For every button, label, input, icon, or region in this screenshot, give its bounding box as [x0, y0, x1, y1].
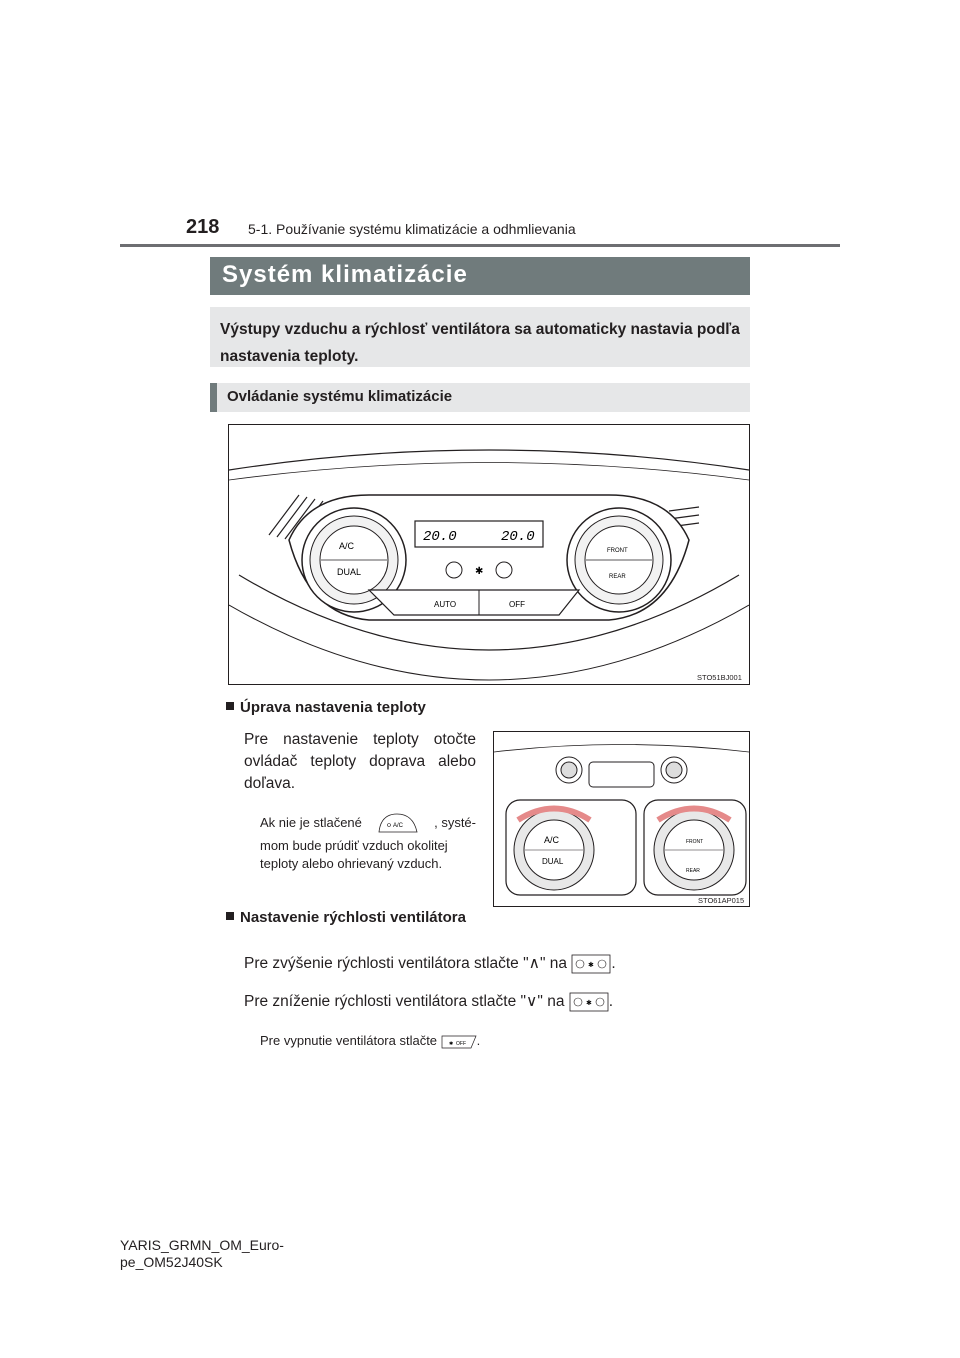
- fig1-rear-label: REAR: [609, 574, 626, 580]
- figure1-code: STO51BJ001: [697, 673, 742, 682]
- page-title: Systém klimatizácie: [222, 261, 468, 288]
- fan-heading: [226, 909, 466, 926]
- fan-heading-text: Nastavenie rýchlosti ventilátora: [240, 909, 466, 926]
- temp-note-line3: teploty alebo ohrievaný vzduch.: [260, 856, 443, 871]
- temp-heading: [226, 699, 426, 716]
- fan-speed-button-icon: [569, 992, 609, 1012]
- figure2-code: STO61AP015: [698, 896, 745, 905]
- control-panel-illustration: [229, 425, 749, 684]
- subsection-header: [210, 383, 750, 412]
- fan-increase-text: Pre zvýšenie rýchlosti ventilátora stlačte "∧" na: [244, 955, 568, 972]
- ac-button-icon: [377, 812, 419, 834]
- fig1-dual-label: DUAL: [337, 567, 362, 577]
- bullet-square-icon: [226, 912, 234, 920]
- temp-note-part1: Ak nie je stlačené: [260, 815, 362, 830]
- fan-decrease-period: .: [608, 993, 614, 1010]
- fig2-ac-label: A/C: [544, 835, 560, 845]
- fan-off-period: .: [476, 1033, 481, 1048]
- inline-off-label: OFF: [455, 1040, 466, 1047]
- bullet-square-icon: [226, 702, 234, 710]
- fan-decrease-text: Pre zníženie rýchlosti ventilátora stlačte "∨" na: [244, 993, 565, 1010]
- temp-note: [260, 812, 476, 873]
- fig2-rear-label: REAR: [686, 868, 700, 874]
- temp-note-line2: mom bude prúdiť vzduch okolitej: [260, 838, 448, 853]
- knobs-illustration: [494, 732, 749, 906]
- fan-increase-line: [244, 953, 616, 975]
- footer-line2: pe_OM52J40SK: [120, 1254, 223, 1270]
- fig1-ac-label: A/C: [339, 541, 355, 551]
- fan-decrease-line: [244, 991, 613, 1013]
- page-number: 218: [186, 216, 220, 238]
- fig1-right-temp: 20.0: [501, 529, 535, 545]
- fan-increase-period: .: [611, 955, 616, 972]
- fig2-front-label: FRONT: [686, 839, 704, 845]
- temp-heading-text: Úprava nastavenia teploty: [240, 699, 426, 716]
- svg-text:✱: ✱: [475, 566, 484, 577]
- inline-ac-label: A/C: [393, 823, 404, 829]
- intro-text: Výstupy vzduchu a rýchlosť ventilátora sa automaticky nastavia podľa nastavenia teploty.: [220, 321, 740, 365]
- off-button-icon: [441, 1034, 477, 1050]
- fig1-left-temp: 20.0: [423, 529, 457, 545]
- svg-text:✱: ✱: [448, 1040, 453, 1047]
- section-header: 5-1. Používanie systému klimatizácie a odhmlievania: [248, 221, 576, 237]
- intro-box: [210, 307, 750, 367]
- fig1-auto-label: AUTO: [434, 600, 457, 609]
- svg-text:✱: ✱: [588, 960, 595, 969]
- fan-speed-button-icon: [571, 954, 611, 974]
- knobs-figure: [493, 731, 750, 907]
- subsection-title: Ovládanie systému klimatizácie: [227, 388, 453, 405]
- temp-note-part2: , systé-: [434, 815, 476, 830]
- svg-text:✱: ✱: [585, 998, 592, 1007]
- footer-doc-id: [120, 1237, 284, 1271]
- subsection-accent: [210, 383, 217, 412]
- control-panel-figure: [228, 424, 750, 685]
- fan-off-line: [260, 1032, 480, 1050]
- temp-instruction: Pre nastavenie teploty otočte ovládač teploty doprava alebo doľava.: [244, 731, 476, 792]
- fig2-dual-label: DUAL: [542, 857, 564, 866]
- footer-line1: YARIS_GRMN_OM_Euro-: [120, 1237, 284, 1253]
- fig1-off-label: OFF: [509, 600, 525, 609]
- fig1-front-label: FRONT: [607, 548, 628, 554]
- page-title-bar: [210, 257, 750, 295]
- header-divider: [120, 244, 840, 247]
- fan-off-text: Pre vypnutie ventilátora stlačte: [260, 1033, 438, 1048]
